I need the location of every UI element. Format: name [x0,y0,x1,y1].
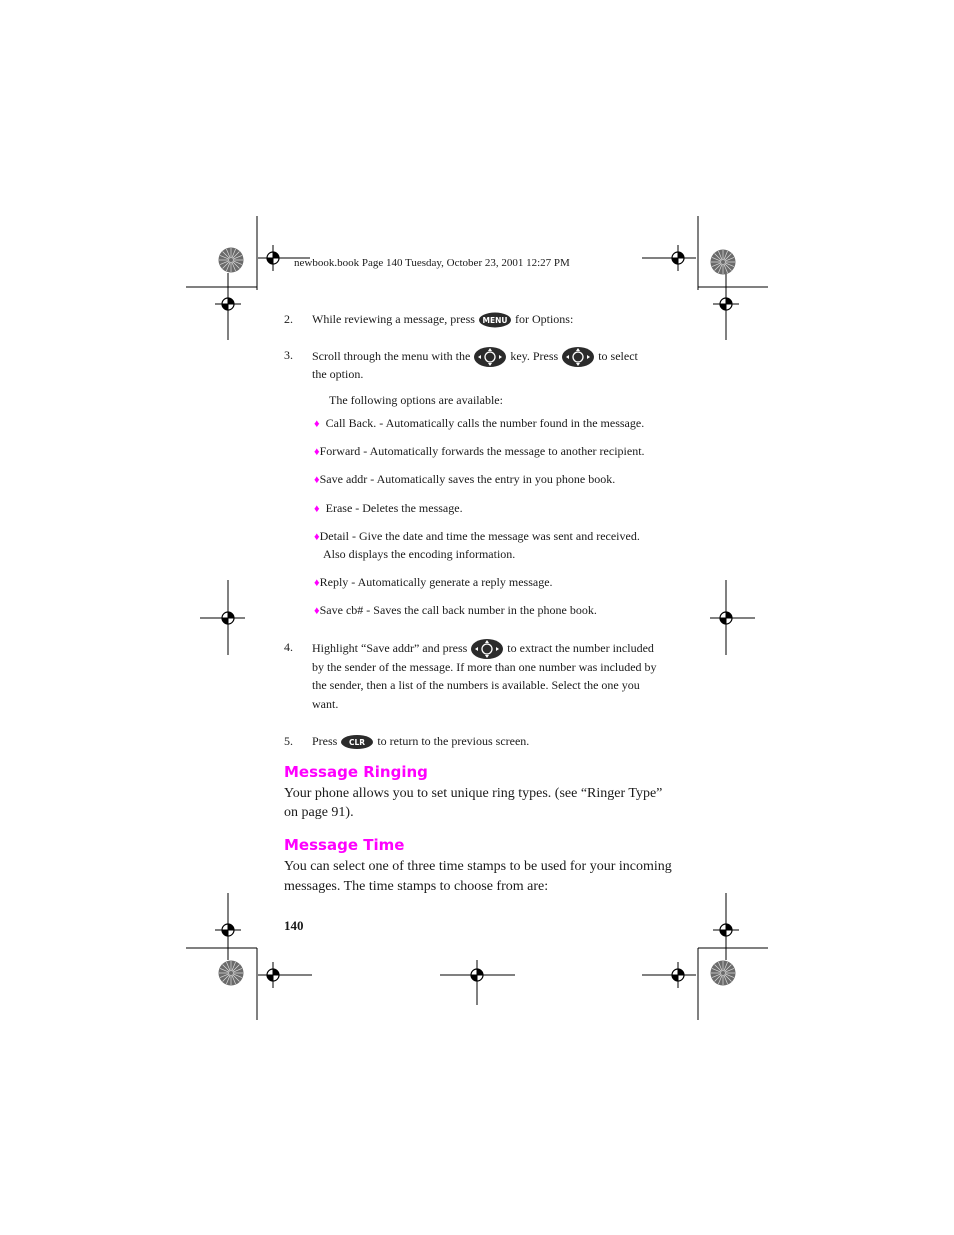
step-text-after: to extract the number included [507,640,654,655]
step-text-after: for Options: [514,312,574,326]
step-2 [284,310,574,329]
diamond-bullet-icon: ♦ [314,605,320,617]
option-text: Detail - Give the date and time the message was sent and received. [319,529,640,543]
option-item [314,414,644,433]
section-heading-ringing: Message Ringing [284,763,428,781]
option-text: Save cb# - Saves the call back number in the phone book. [319,603,597,617]
option-text: Forward - Automatically forwards the message to another recipient. [319,444,645,458]
option-text: Save addr - Automatically saves the entry in you phone book. [319,472,616,486]
header-slug: newbook.book Page 140 Tuesday, October 23, 2001 12:27 PM [294,257,570,269]
page-number: 140 [284,918,304,933]
nav-key-icon [470,638,504,660]
option-text: Reply - Automatically generate a reply message. [319,575,553,589]
step-continuation: by the sender of the message. If more than one number was included by [312,660,657,674]
step-5 [284,732,530,751]
step-text-after: to return to the previous screen. [377,734,530,748]
step-text-mid: key. Press [510,348,559,363]
clr-key-icon [340,734,374,750]
option-item [314,442,645,461]
step-text-after: to select [598,348,638,363]
section-body-line: messages. The time stamps to choose from are: [284,879,549,894]
step-number: 3. [284,348,293,362]
step-number: 4. [284,640,293,654]
section-body-line: You can select one of three time stamps to be used for your incoming [284,859,672,874]
step-continuation: the sender, then a list of the numbers is available. Select the one you [312,678,640,692]
diamond-bullet-icon: ♦ [314,446,320,458]
clr-key-label: CLR [349,738,366,748]
option-text: Erase - Deletes the message. [325,501,463,515]
option-text: Call Back. - Automatically calls the number found in the message. [325,416,645,430]
option-item [314,470,615,489]
nav-key-icon [561,346,595,368]
menu-key-icon [478,312,512,328]
section-body-line: on page 91). [284,805,354,820]
step-3 [284,346,638,381]
step-continuation: the option. [312,367,364,381]
option-text-continuation: Also displays the encoding information. [323,547,516,561]
step-number: 2. [284,312,293,326]
diamond-bullet-icon: ♦ [314,474,320,486]
step-number: 5. [284,734,293,748]
step-text: Highlight “Save addr” and press [312,640,468,655]
diamond-bullet-icon: ♦ [314,577,320,589]
diamond-bullet-icon: ♦ [314,503,320,515]
step-text: Press [312,734,338,748]
step-text: Scroll through the menu with the [312,348,471,363]
nav-key-icon [473,346,507,368]
section-body-line: Your phone allows you to set unique ring types. (see “Ringer Type” [284,786,663,801]
option-item [314,527,640,546]
section-heading-time: Message Time [284,836,405,854]
option-item [314,573,553,592]
diamond-bullet-icon: ♦ [314,531,320,543]
menu-key-label: MENU [482,316,508,326]
step-continuation: want. [312,697,339,711]
step-text: While reviewing a message, press [312,312,475,326]
options-intro: The following options are available: [329,393,503,407]
option-item [314,601,597,620]
diamond-bullet-icon: ♦ [314,418,320,430]
option-item [314,499,463,518]
step-4 [284,638,657,711]
